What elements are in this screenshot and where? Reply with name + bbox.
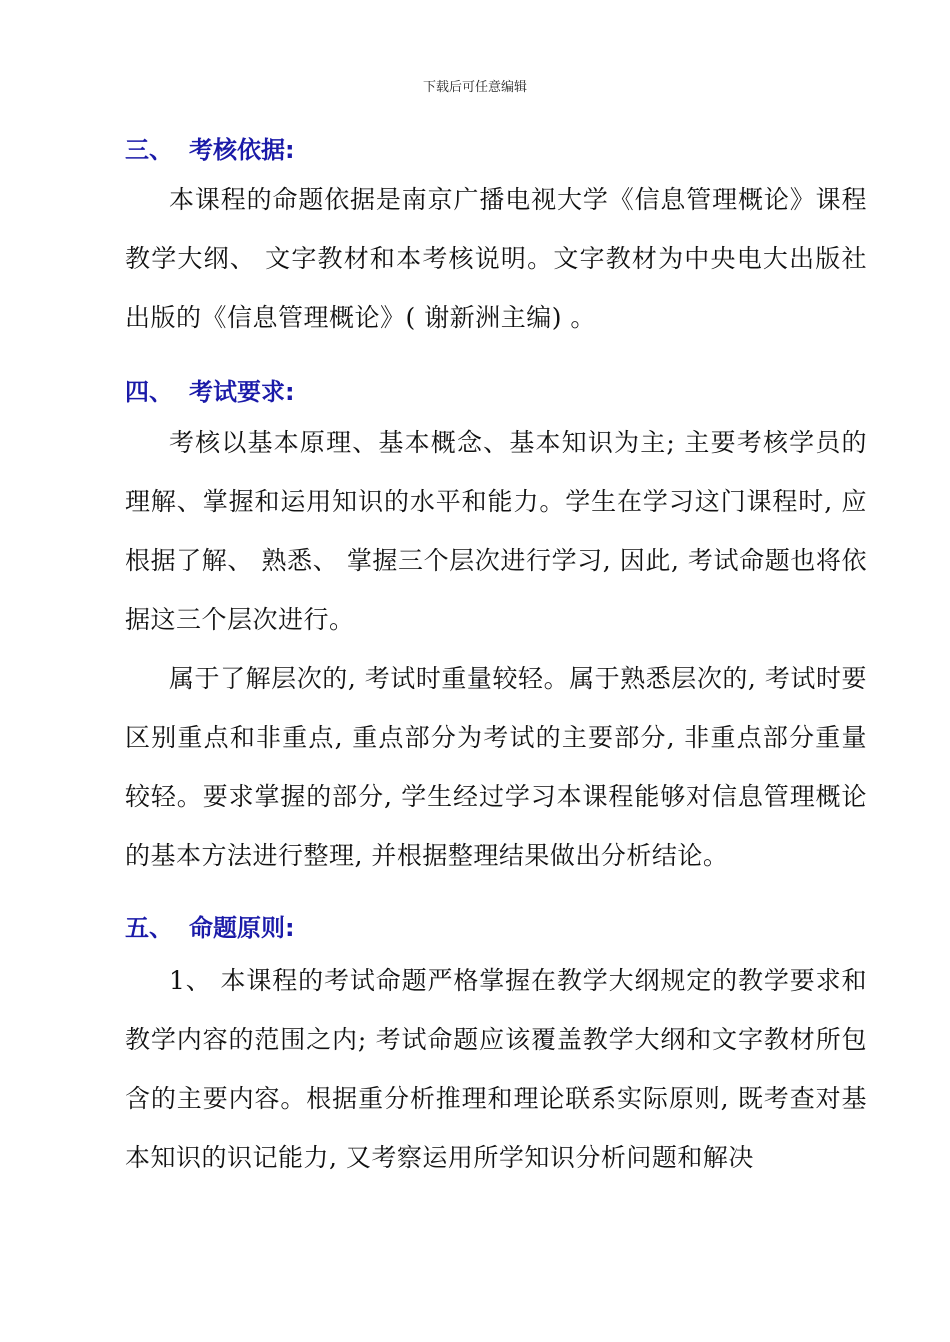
section-heading-4 xyxy=(125,372,295,407)
section-number: 五、 xyxy=(125,914,173,942)
section-number: 三、 xyxy=(125,136,173,164)
header-note: 下载后可任意编辑 xyxy=(422,80,527,95)
section-3-paragraph-1: 本课程的命题依据是南京广播电视大学《信息管理概论》课程教学大纲、 文字教材和本考核说明。文字教材为中央电大出版社出版的《信息管理概论》( 谢新洲主编) 。 xyxy=(125,185,867,332)
section-number: 四、 xyxy=(125,378,173,406)
section-title: 考试要求: xyxy=(189,378,295,406)
section-heading-5 xyxy=(125,908,295,943)
section-5-paragraph-1: 1、 本课程的考试命题严格掌握在教学大纲规定的教学要求和教学内容的范围之内; 考试命题应该覆盖教学大纲和文字教材所包含的主要内容。根据重分析推理和理论联系实际原则, 既考查对基本知识的识记能力, 又考察运用所学知识分析问题和解决 xyxy=(125,966,867,1172)
section-heading-3 xyxy=(125,130,295,165)
section-4-paragraph-1: 考核以基本原理、基本概念、基本知识为主; 主要考核学员的理解、掌握和运用知识的水平和能力。学生在学习这门课程时, 应根据了解、 熟悉、 掌握三个层次进行学习, 因此, 考试命题也将依据这三个层次进行。 xyxy=(125,428,867,634)
section-title: 考核依据: xyxy=(189,136,295,164)
section-4-paragraph-2: 属于了解层次的, 考试时重量较轻。属于熟悉层次的, 考试时要区别重点和非重点, 重点部分为考试的主要部分, 非重点部分重量较轻。要求掌握的部分, 学生经过学习本课程能够对信息管理概论的基本方法进行整理, 并根据整理结果做出分析结论。 xyxy=(125,664,867,870)
section-title: 命题原则: xyxy=(189,914,295,942)
